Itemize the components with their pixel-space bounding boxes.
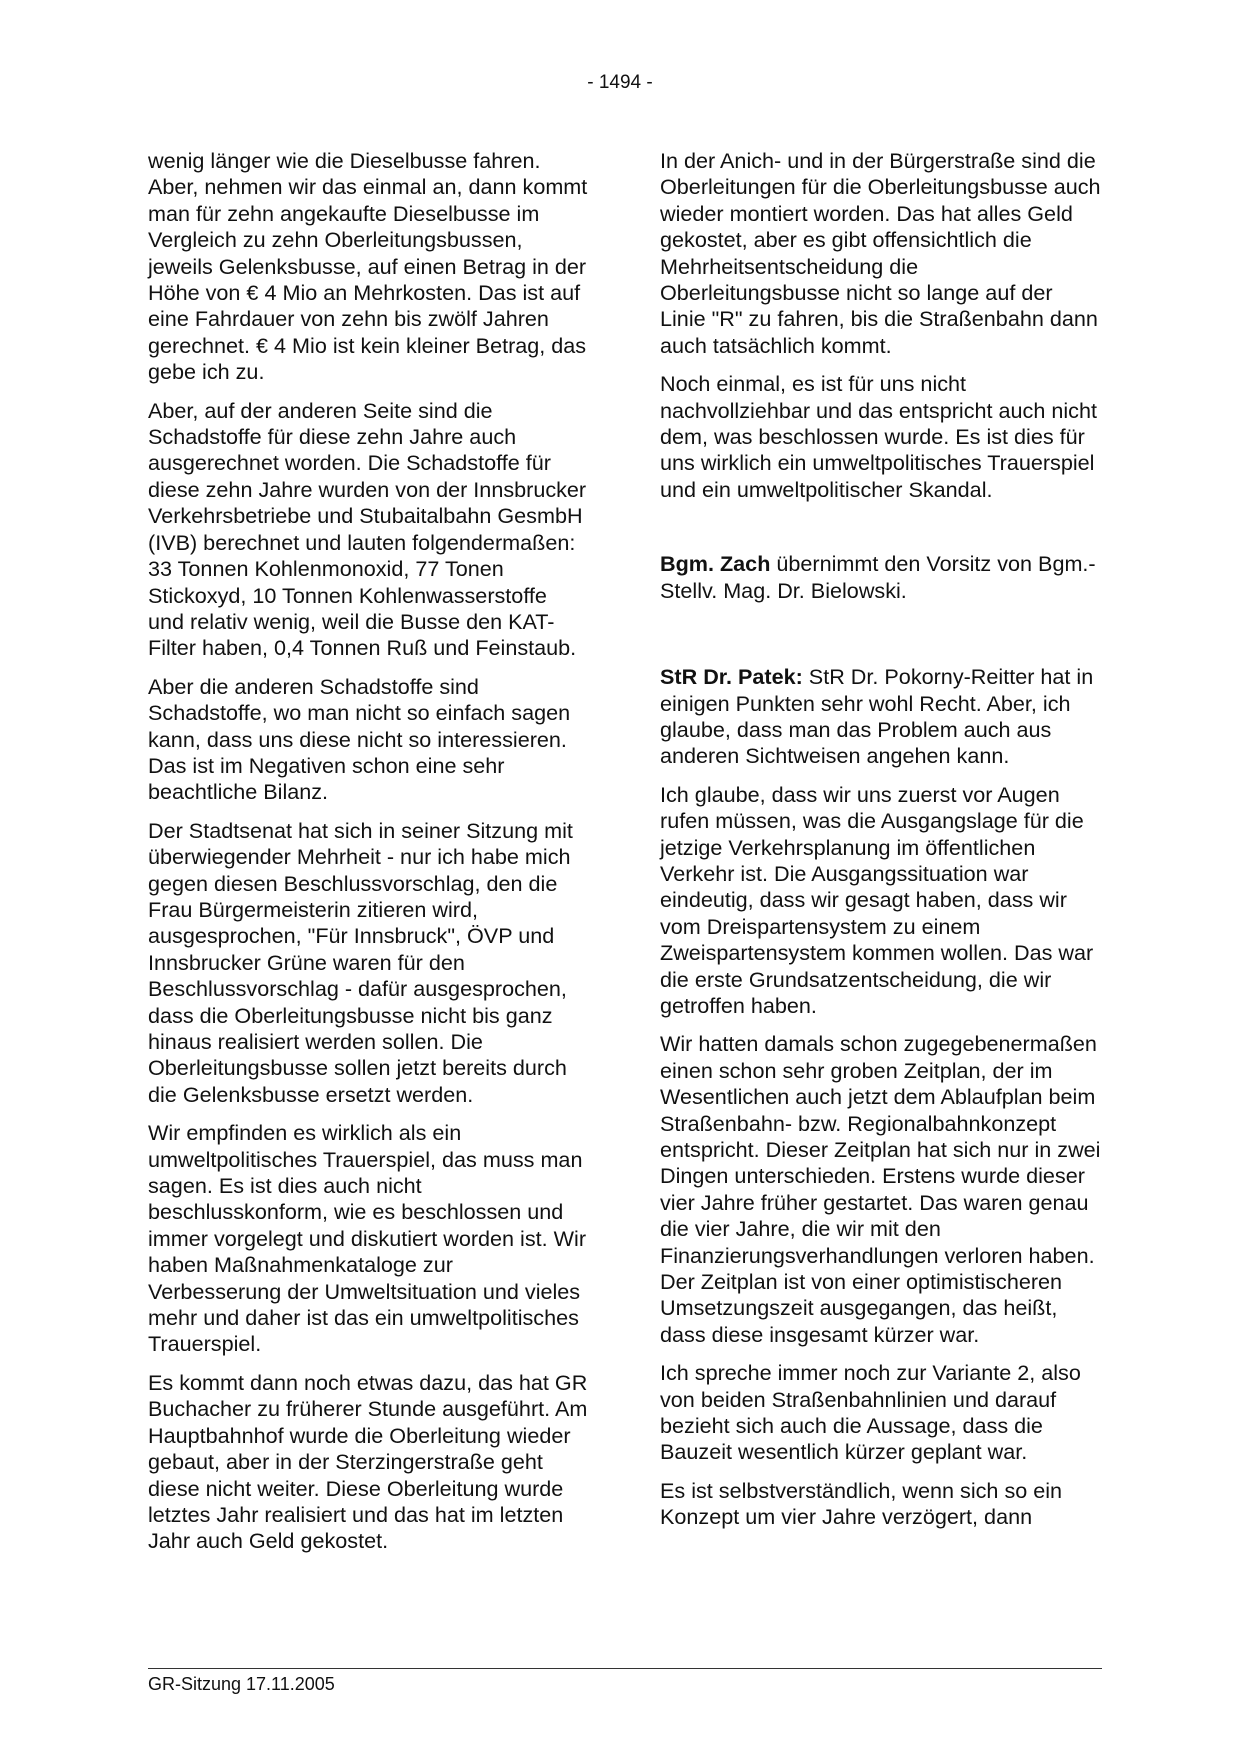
paragraph: Aber, auf der anderen Seite sind die Schadstoffe für diese zehn Jahre auch ausgerechnet worden. Die Schadstoffe für diese zehn Jahre wurden von der Innsbrucker Verkehrsbetriebe und Stubaitalbahn GesmbH (IVB) berechnet und lauten folgendermaßen: 33 Tonnen Kohlenmonoxid, 77 Tonen Stickoxyd, 10 Tonnen Kohlenwasserstoffe und relativ wenig, weil die Busse den KAT-Filter haben, 0,4 Tonnen Ruß und Feinstaub. <box>148 397 587 661</box>
paragraph: Ich glaube, dass wir uns zuerst vor Augen rufen müssen, was die Ausgangslage für die jetzige Verkehrsplanung im öffentlichen Verkehr ist. Die Ausgangssituation war eindeutig, dass wir gesagt haben, dass wir vom Dreispartensystem zu einem Zweispartensystem kommen wollen. Das war die erste Grundsatzentscheidung, die wir getroffen haben. <box>660 781 1094 1018</box>
paragraph: Der Stadtsenat hat sich in seiner Sitzung mit überwiegender Mehrheit - nur ich habe mich gegen diesen Beschlussvorschlag, den die Frau Bürgermeisterin zitieren wird, ausgesprochen, "Für Innsbruck", ÖVP und Innsbrucker Grüne waren für den Beschlussvorschlag - dafür ausgesprochen, dass die Oberleitungsbusse nicht bis ganz hinaus realisiert werden sollen. Die Oberleitungsbusse sollen jetzt bereits durch die Gelenksbusse ersetzt werden. <box>148 817 573 1107</box>
paragraph: In der Anich- und in der Bürgerstraße sind die Oberleitungen für die Oberleitungsbusse auch wieder montiert worden. Das hat alles Geld gekostet, aber es gibt offensichtlich die Mehrheitsentscheidung die Oberleitungsbusse nicht so lange auf der Linie "R" zu fahren, bis die Straßenbahn dann auch tatsächlich kommt. <box>660 148 1101 358</box>
speaker-name: Bgm. Zach <box>660 551 771 577</box>
paragraph: Es kommt dann noch etwas dazu, das hat GR Buchacher zu früherer Stunde ausgeführt. Am Hauptbahnhof wurde die Oberleitung wieder gebaut, aber in der Sterzingerstraße geht diese nicht weiter. Diese Oberleitung wurde letztes Jahr realisiert und das hat im letzten Jahr auch Geld gekostet. <box>148 1369 588 1554</box>
page-number: - 1494 - <box>587 72 653 93</box>
paragraph: Es ist selbstverständlich, wenn sich so ein Konzept um vier Jahre verzögert, dann <box>660 1477 1063 1530</box>
paragraph: Ich spreche immer noch zur Variante 2, also von beiden Straßenbahnlinien und darauf bezieht sich auch die Aussage, dass die Bauzeit wesentlich kürzer geplant war. <box>660 1360 1081 1465</box>
chair-change-note <box>660 551 1102 604</box>
right-column <box>660 148 1102 1543</box>
paragraph: wenig länger wie die Dieselbusse fahren. Aber, nehmen wir das einmal an, dann kommt man für zehn angekaufte Dieselbusse im Vergleich zu zehn Oberleitungsbussen, jeweils Gelenksbusse, auf einen Betrag in der Höhe von € 4 Mio an Mehrkosten. Das ist auf eine Fahrdauer von zehn bis zwölf Jahren gerechnet. € 4 Mio ist kein kleiner Betrag, das gebe ich zu. <box>148 148 588 385</box>
paragraph: Wir empfinden es wirklich als ein umweltpolitisches Trauerspiel, das muss man sagen. Es ist dies auch nicht beschlusskonform, wie es beschlossen und immer vorgelegt und diskutiert worden ist. Wir haben Maßnahmenkataloge zur Verbesserung der Umweltsituation und vieles mehr und daher ist das ein umweltpolitisches Trauerspiel. <box>148 1120 587 1357</box>
speech-text: StR Dr. Pokorny-Reitter hat in einigen Punkten sehr wohl Recht. Aber, ich glaube, dass man das Problem auch aus anderen Sichtweisen angehen kann. <box>660 664 1094 769</box>
speech-opening <box>660 664 1102 770</box>
paragraph: Wir hatten damals schon zugegebenermaßen einen schon sehr groben Zeitplan, der im Wesentlichen auch jetzt dem Ablaufplan beim Straßenbahn- bzw. Regionalbahnkonzept entspricht. Dieser Zeitplan hat sich nur in zwei Dingen unterschieden. Erstens wurde dieser vier Jahre früher gestartet. Das waren genau die vier Jahre, die wir mit den Finanzierungsverhandlungen verloren haben. Der Zeitplan ist von einer optimistischeren Umsetzungszeit ausgegangen, das heißt, dass diese insgesamt kürzer war. <box>660 1031 1101 1347</box>
speaker-name: StR Dr. Patek: <box>660 664 803 690</box>
chair-change-text: übernimmt den Vorsitz von Bgm.-Stellv. Mag. Dr. Bielowski. <box>660 551 1096 603</box>
left-column <box>148 148 588 1567</box>
paragraph: Aber die anderen Schadstoffe sind Schadstoffe, wo man nicht so einfach sagen kann, dass uns diese nicht so interessieren. Das ist im Negativen schon eine sehr beachtliche Bilanz. <box>148 673 571 805</box>
paragraph: Noch einmal, es ist für uns nicht nachvollziehbar und das entspricht auch nicht dem, was beschlossen wurde. Es ist dies für uns wirklich ein umweltpolitisches Trauerspiel und ein umweltpolitischer Skandal. <box>660 371 1097 502</box>
footer-divider <box>148 1668 1102 1669</box>
footer-session-date: GR-Sitzung 17.11.2005 <box>148 1674 335 1694</box>
